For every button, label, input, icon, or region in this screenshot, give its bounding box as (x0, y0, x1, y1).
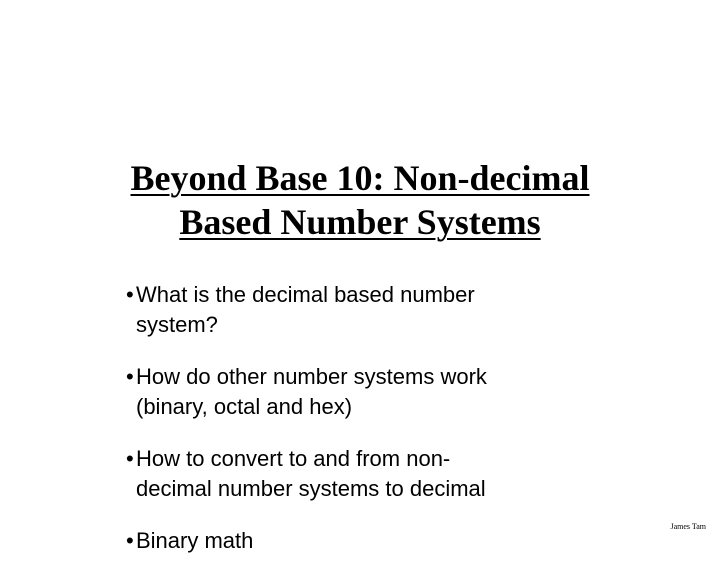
bullet-text-continued: system? (136, 312, 218, 337)
bullet-icon: • (126, 528, 134, 553)
bullet-text-continued: decimal number systems to decimal (136, 476, 486, 501)
bullet-icon: • (126, 364, 134, 389)
bullet-icon: • (126, 282, 134, 307)
bullet-text: What is the decimal based number (136, 282, 475, 307)
title-line-2: Based Number Systems (179, 202, 541, 242)
bullet-list (126, 280, 646, 578)
bullet-item-conversion (126, 444, 646, 504)
bullet-text: How to convert to and from non- (136, 446, 451, 471)
bullet-item-other-systems (126, 362, 646, 422)
bullet-text: How do other number systems work (136, 364, 487, 389)
bullet-item-decimal-system (126, 280, 646, 340)
bullet-icon: • (126, 446, 134, 471)
title-line-1: Beyond Base 10: Non-decimal (130, 158, 590, 198)
bullet-text-continued: (binary, octal and hex) (136, 394, 353, 419)
slide-title (0, 156, 720, 244)
footer-author: James Tam (670, 522, 706, 531)
bullet-item-binary-math (126, 526, 646, 556)
bullet-text: Binary math (136, 528, 254, 553)
